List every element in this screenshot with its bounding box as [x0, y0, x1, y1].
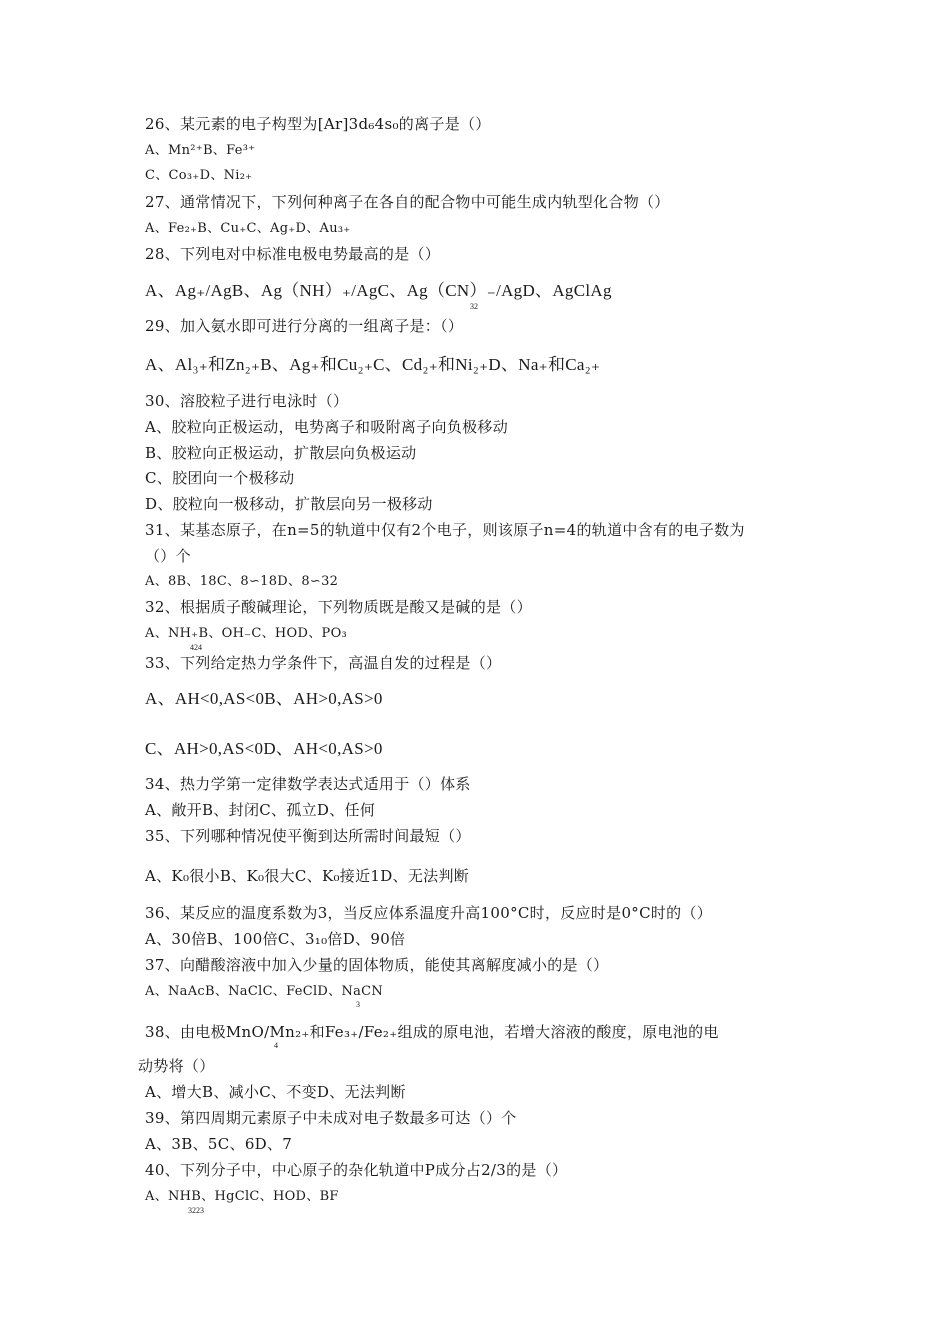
q28-options: A、Ag₊/AgB、Ag（NH）₊/AgC、Ag（CN）₋/AgD、AgClAg [145, 281, 612, 300]
q30-option-d: D、胶粒向一极移动，扩散层向另一极移动 [145, 495, 433, 513]
q36-question: 36、某反应的温度系数为3，当反应体系温度升高100°C时，反应时是0°C时的（） [145, 904, 713, 922]
q27-options: A、Fe₂₊B、Cu₊C、Ag₊D、Au₃₊ [145, 221, 351, 236]
q31-options: A、8B、18C、8∽18D、8∽32 [145, 574, 339, 589]
q40-question: 40、下列分子中，中心原子的杂化轨道中P成分占2/3的是（） [145, 1161, 568, 1179]
q40-subscript-note: 3223 [188, 1206, 204, 1215]
q30-option-c: C、胶团向一个极移动 [145, 469, 295, 487]
q33-question: 33、下列给定热力学条件下，高温自发的过程是（） [145, 654, 502, 672]
q27-question: 27、通常情况下，下列何种离子在各自的配合物中可能生成内轨型化合物（） [145, 193, 670, 211]
q34-options: A、敞开B、封闭C、孤立D、任何 [145, 801, 376, 819]
q32-question: 32、根据质子酸碱理论，下列物质既是酸又是碱的是（） [145, 598, 532, 616]
q38-options: A、增大B、减小C、不变D、无法判断 [145, 1083, 406, 1101]
q29-options: A、Al₃₊和Zn₂₊B、Ag₊和Cu₂₊C、Cd₂₊和Ni₂₊D、Na₊和Ca₂₊ [145, 355, 601, 374]
q31-question-line1: 31、某基态原子，在n=5的轨道中仅有2个电子，则该原子n=4的轨道中含有的电子数为 [145, 521, 745, 539]
q36-options: A、30倍B、100倍C、3₁₀倍D、90倍 [145, 930, 406, 948]
q26-question: 26、某元素的电子构型为[Ar]3d₆4s₀的离子是（） [145, 115, 491, 133]
q37-question: 37、向醋酸溶液中加入少量的固体物质，能使其离解度减小的是（） [145, 956, 609, 974]
q33-options-cd: C、AH>0,AS<0D、AH<0,AS>0 [145, 739, 383, 758]
q39-options: A、3B、5C、6D、7 [145, 1135, 293, 1153]
q40-options: A、NHB、HgClC、HOD、BF [145, 1189, 339, 1204]
q35-question: 35、下列哪种情况使平衡到达所需时间最短（） [145, 827, 471, 845]
q38-question-line2: 动势将（） [138, 1057, 215, 1075]
q28-question: 28、下列电对中标准电极电势最高的是（） [145, 245, 441, 263]
q30-option-a: A、胶粒向正极运动，电势离子和吸附离子向负极移动 [145, 418, 509, 436]
q32-options: A、NH₊B、OH₋C、HOD、PO₃ [145, 626, 348, 641]
q33-options-ab: A、AH<0,AS<0B、AH>0,AS>0 [145, 689, 383, 708]
q26-options-cd: C、Co₃₊D、Ni₂₊ [145, 168, 253, 183]
q26-options-ab: A、Mn²⁺B、Fe³⁺ [145, 143, 256, 158]
q32-subscript-note: 424 [190, 643, 202, 652]
q30-option-b: B、胶粒向正极运动，扩散层向负极运动 [145, 444, 417, 462]
q38-subscript-note: 4 [274, 1041, 278, 1050]
q30-question: 30、溶胶粒子进行电泳时（） [145, 392, 349, 410]
q38-question-line1: 38、由电极MnO/Mn₂₊和Fe₃₊/Fe₂₊组成的原电池，若增大溶液的酸度，原电池的电 [145, 1023, 719, 1041]
q29-question: 29、加入氨水即可进行分离的一组离子是：（） [145, 317, 464, 335]
q28-subscript-note: 32 [470, 302, 478, 311]
q34-question: 34、热力学第一定律数学表达式适用于（）体系 [145, 775, 471, 793]
q35-options: A、K₀很小B、K₀很大C、K₀接近1D、无法判断 [145, 867, 470, 885]
q37-options: A、NaAcB、NaClC、FeClD、NaCN [145, 984, 384, 999]
q39-question: 39、第四周期元素原子中未成对电子数最多可达（）个 [145, 1109, 517, 1127]
q31-question-line2: （）个 [145, 547, 191, 565]
q37-subscript-note: 3 [356, 1000, 360, 1009]
